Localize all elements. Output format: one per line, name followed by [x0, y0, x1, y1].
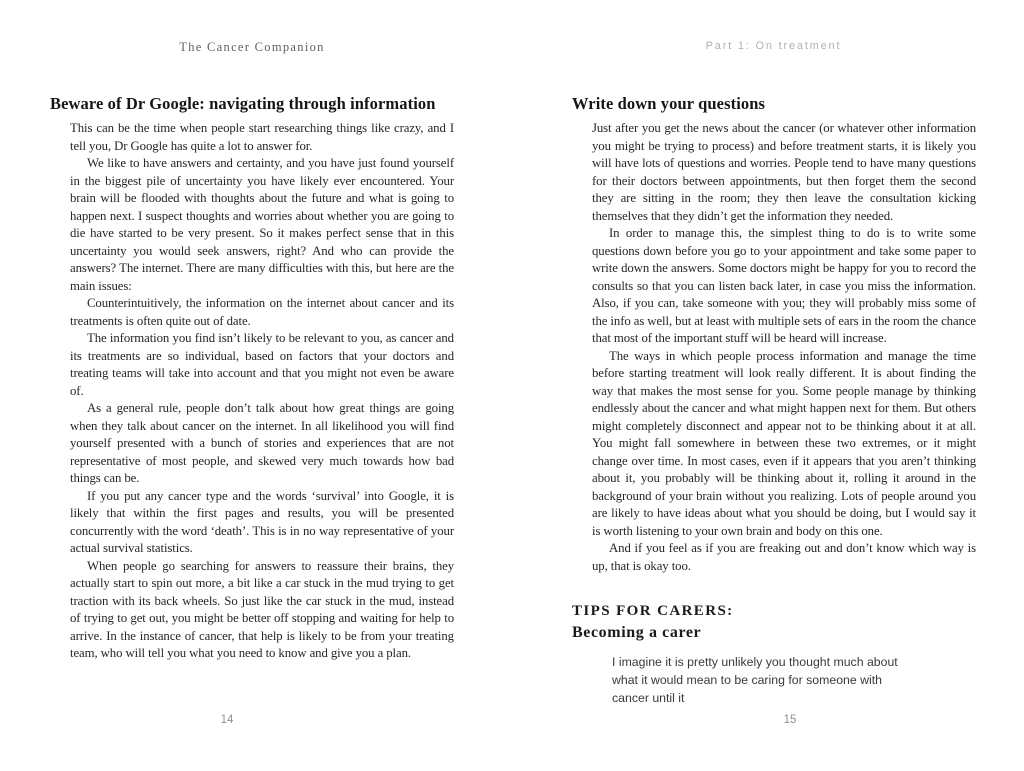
tips-body-text: I imagine it is pretty unlikely you thought much about what it would mean to be caring for someone with cancer until it — [612, 655, 898, 705]
right-section-heading: Write down your questions — [572, 94, 766, 113]
paragraph: The ways in which people process information and manage the time before starting treatment will look really different. It is about finding the way that makes the most sense for you. Some people manage by thinking endlessly about the cancer and what might happen next for them. But others might completely disconnect and appear not to be thinking about it at all. You might fall somewhere in between these two extremes, or it might change over time. In most cases, even if it appears that you aren’t thinking about it, you probably will be thinking about it, rolling it around in the background of your brain without you realizing. Lots of people around you are likely to have ideas about what you should be doing, but I would say it is worth listening to your own brain and body on this one. — [592, 348, 976, 538]
running-title-left: The Cancer Companion — [179, 40, 325, 54]
left-page — [50, 40, 454, 663]
right-page — [572, 40, 975, 707]
left-page-number: 14 — [220, 714, 234, 726]
paragraph: Counterintuitively, the information on the internet about cancer and its treatments is often quite out of date. — [70, 296, 454, 328]
left-body-text — [70, 120, 454, 663]
tips-title-heading: Becoming a carer — [572, 624, 702, 641]
paragraph: If you put any cancer type and the words ‘survival’ into Google, it is likely that within the first pages and results, you will be presented concurrently with the word ‘death’. This is in no way representative of your actual survival statistics. — [70, 488, 454, 555]
paragraph: We like to have answers and certainty, and you have just found yourself in the biggest pile of uncertainty you have likely ever encountered. Your brain will be flooded with thoughts about the future and what is going to happen next. I suspect thoughts and worries about whether you are going to die have started to be very present. So it makes perfect sense that in this uncertainty you would seek answers, right? And who can provide the answers? The internet. There are many difficulties with this, but here are the main issues: — [70, 156, 454, 293]
right-body-text — [592, 120, 976, 575]
paragraph: The information you find isn’t likely to be relevant to you, as cancer and its treatments are so individual, based on factors that your doctors and treating teams will take into account and that you might not even be aware of. — [70, 331, 454, 398]
paragraph: As a general rule, people don’t talk about how great things are going when they talk about cancer on the internet. In all likelihood you will find yourself presented with a bunch of stories and experiences that are not representative of most people, and skewed very much towards how bad things can be. — [70, 401, 454, 485]
running-title-right: Part 1: On treatment — [705, 40, 842, 52]
tips-kicker-heading: TIPS FOR CARERS: — [572, 603, 734, 619]
paragraph: This can be the time when people start researching things like crazy, and I tell you, Dr Google has quite a lot to answer for. — [70, 121, 454, 153]
paragraph: And if you feel as if you are freaking out and don’t know which way is up, that is okay too. — [592, 541, 976, 573]
left-section-heading: Beware of Dr Google: navigating through information — [50, 94, 436, 113]
right-page-number: 15 — [783, 714, 797, 726]
paragraph: Just after you get the news about the cancer (or whatever other information you might be trying to process) and before treatment starts, it is likely you will have lots of questions and worries. People tend to have many questions for their doctors between appointments, but then forget them the second they are sitting in the room; they then leave the consultation kicking themselves that they didn’t get the information they needed. — [592, 121, 976, 223]
tips-for-carers-section — [572, 601, 975, 707]
paragraph: When people go searching for answers to reassure their brains, they actually start to spin out more, a bit like a car stuck in the mud trying to get traction with its back wheels. So just like the car stuck in the mud, instead of trying to get out, you might be better off stopping and waiting for help to arrive. In the instance of cancer, that help is likely to be from your treating team, who will tell you what you need to know and give you a plan. — [70, 558, 454, 660]
paragraph: In order to manage this, the simplest thing to do is to write some questions down before you go to your appointment and take some paper to write down the answers. Some doctors might be happy for you to record the consults so that you can listen back later, in case you miss the information. Also, if you can, take someone with you; they will probably miss some of the info as well, but at least with multiple sets of ears in the room the chance that most of the important stuff will be heard will increase. — [592, 226, 976, 345]
